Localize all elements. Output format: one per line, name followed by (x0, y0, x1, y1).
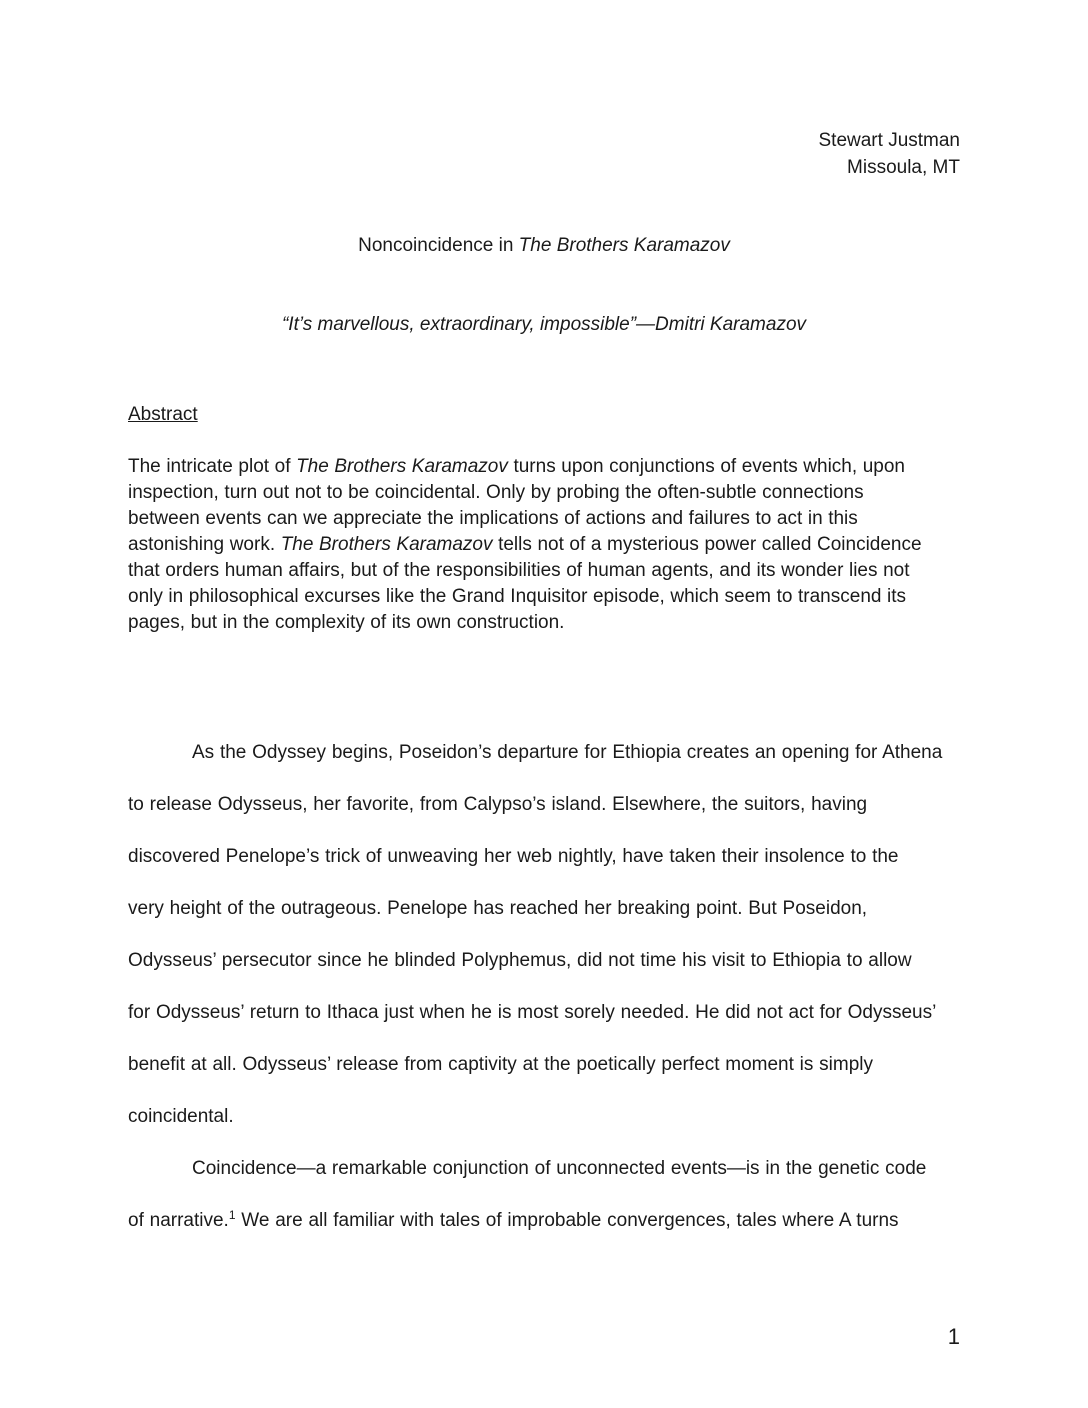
page-number: 1 (947, 1324, 960, 1349)
abstract-line (128, 584, 906, 610)
body-line (192, 1156, 926, 1182)
body-line (128, 792, 867, 818)
text-run: only in philosophical excurses like the Grand Inquisitor episode, which seem to transcend its (128, 586, 907, 607)
text-run: pages, but in the complexity of its own construction. (128, 612, 565, 633)
text-run: turns upon conjunctions of events which, upon (507, 456, 906, 477)
text-run: for Odysseus’ return to Ithaca just when he is most sorely needed. He did not act for Odysseus’ (128, 1002, 937, 1023)
abstract-line (128, 506, 858, 532)
text-run: The Brothers Karamazov (280, 534, 493, 555)
text-run: to release Odysseus, her favorite, from Calypso’s island. Elsewhere, the suitors, having (128, 794, 868, 815)
body-line (128, 1052, 873, 1078)
text-run: We are all familiar with tales of improbable convergences, tales where A turns (235, 1210, 899, 1231)
text-run: inspection, turn out not to be coincidental. Only by probing the often-subtle connections (128, 482, 864, 503)
text-run: Coincidence—a remarkable conjunction of unconnected events—is in the genetic code (192, 1158, 927, 1179)
body-line (192, 740, 942, 766)
abstract-line (128, 454, 905, 480)
text-run: benefit at all. Odysseus’ release from captivity at the poetically perfect moment is simply (128, 1054, 873, 1075)
body-line (128, 1000, 936, 1026)
abstract-line (128, 610, 564, 636)
footnote-marker: 1 (228, 1208, 236, 1222)
page-title (0, 233, 1088, 259)
text-run: coincidental. (128, 1106, 234, 1127)
text-run: very height of the outrageous. Penelope has reached her breaking point. But Poseidon, (128, 898, 868, 919)
text-run: between events can we appreciate the implications of actions and failures to act in this (128, 508, 858, 529)
abstract-line (128, 532, 922, 558)
text-run: tells not of a mysterious power called Coincidence (492, 534, 922, 555)
text-run: astonishing work. (128, 534, 281, 555)
text-run: of narrative. (128, 1210, 229, 1231)
body-line (128, 1104, 234, 1130)
body-line (128, 1208, 899, 1234)
author-name: Stewart Justman (818, 130, 960, 151)
abstract-heading: Abstract (128, 404, 198, 425)
text-run: discovered Penelope’s trick of unweaving her web nightly, have taken their insolence to the (128, 846, 899, 867)
author-location: Missoula, MT (847, 157, 960, 178)
text-run: As the Odyssey begins, Poseidon’s departure for Ethiopia creates an opening for Athena (192, 742, 943, 763)
text-run: Odysseus’ persecutor since he blinded Polyphemus, did not time his visit to Ethiopia to allow (128, 950, 912, 971)
title-italic: The Brothers Karamazov (518, 235, 730, 256)
title-prefix: Noncoincidence in (358, 235, 519, 256)
text-run: that orders human affairs, but of the responsibilities of human agents, and its wonder lies not (128, 560, 910, 581)
text-run: The intricate plot of (128, 456, 297, 477)
body-line (128, 844, 898, 870)
epigraph: “It’s marvellous, extraordinary, impossible”—Dmitri Karamazov (281, 314, 807, 335)
body-line (128, 948, 912, 974)
text-run: The Brothers Karamazov (296, 456, 508, 477)
body-line (128, 896, 867, 922)
abstract-line (128, 558, 910, 584)
abstract-line (128, 480, 864, 506)
